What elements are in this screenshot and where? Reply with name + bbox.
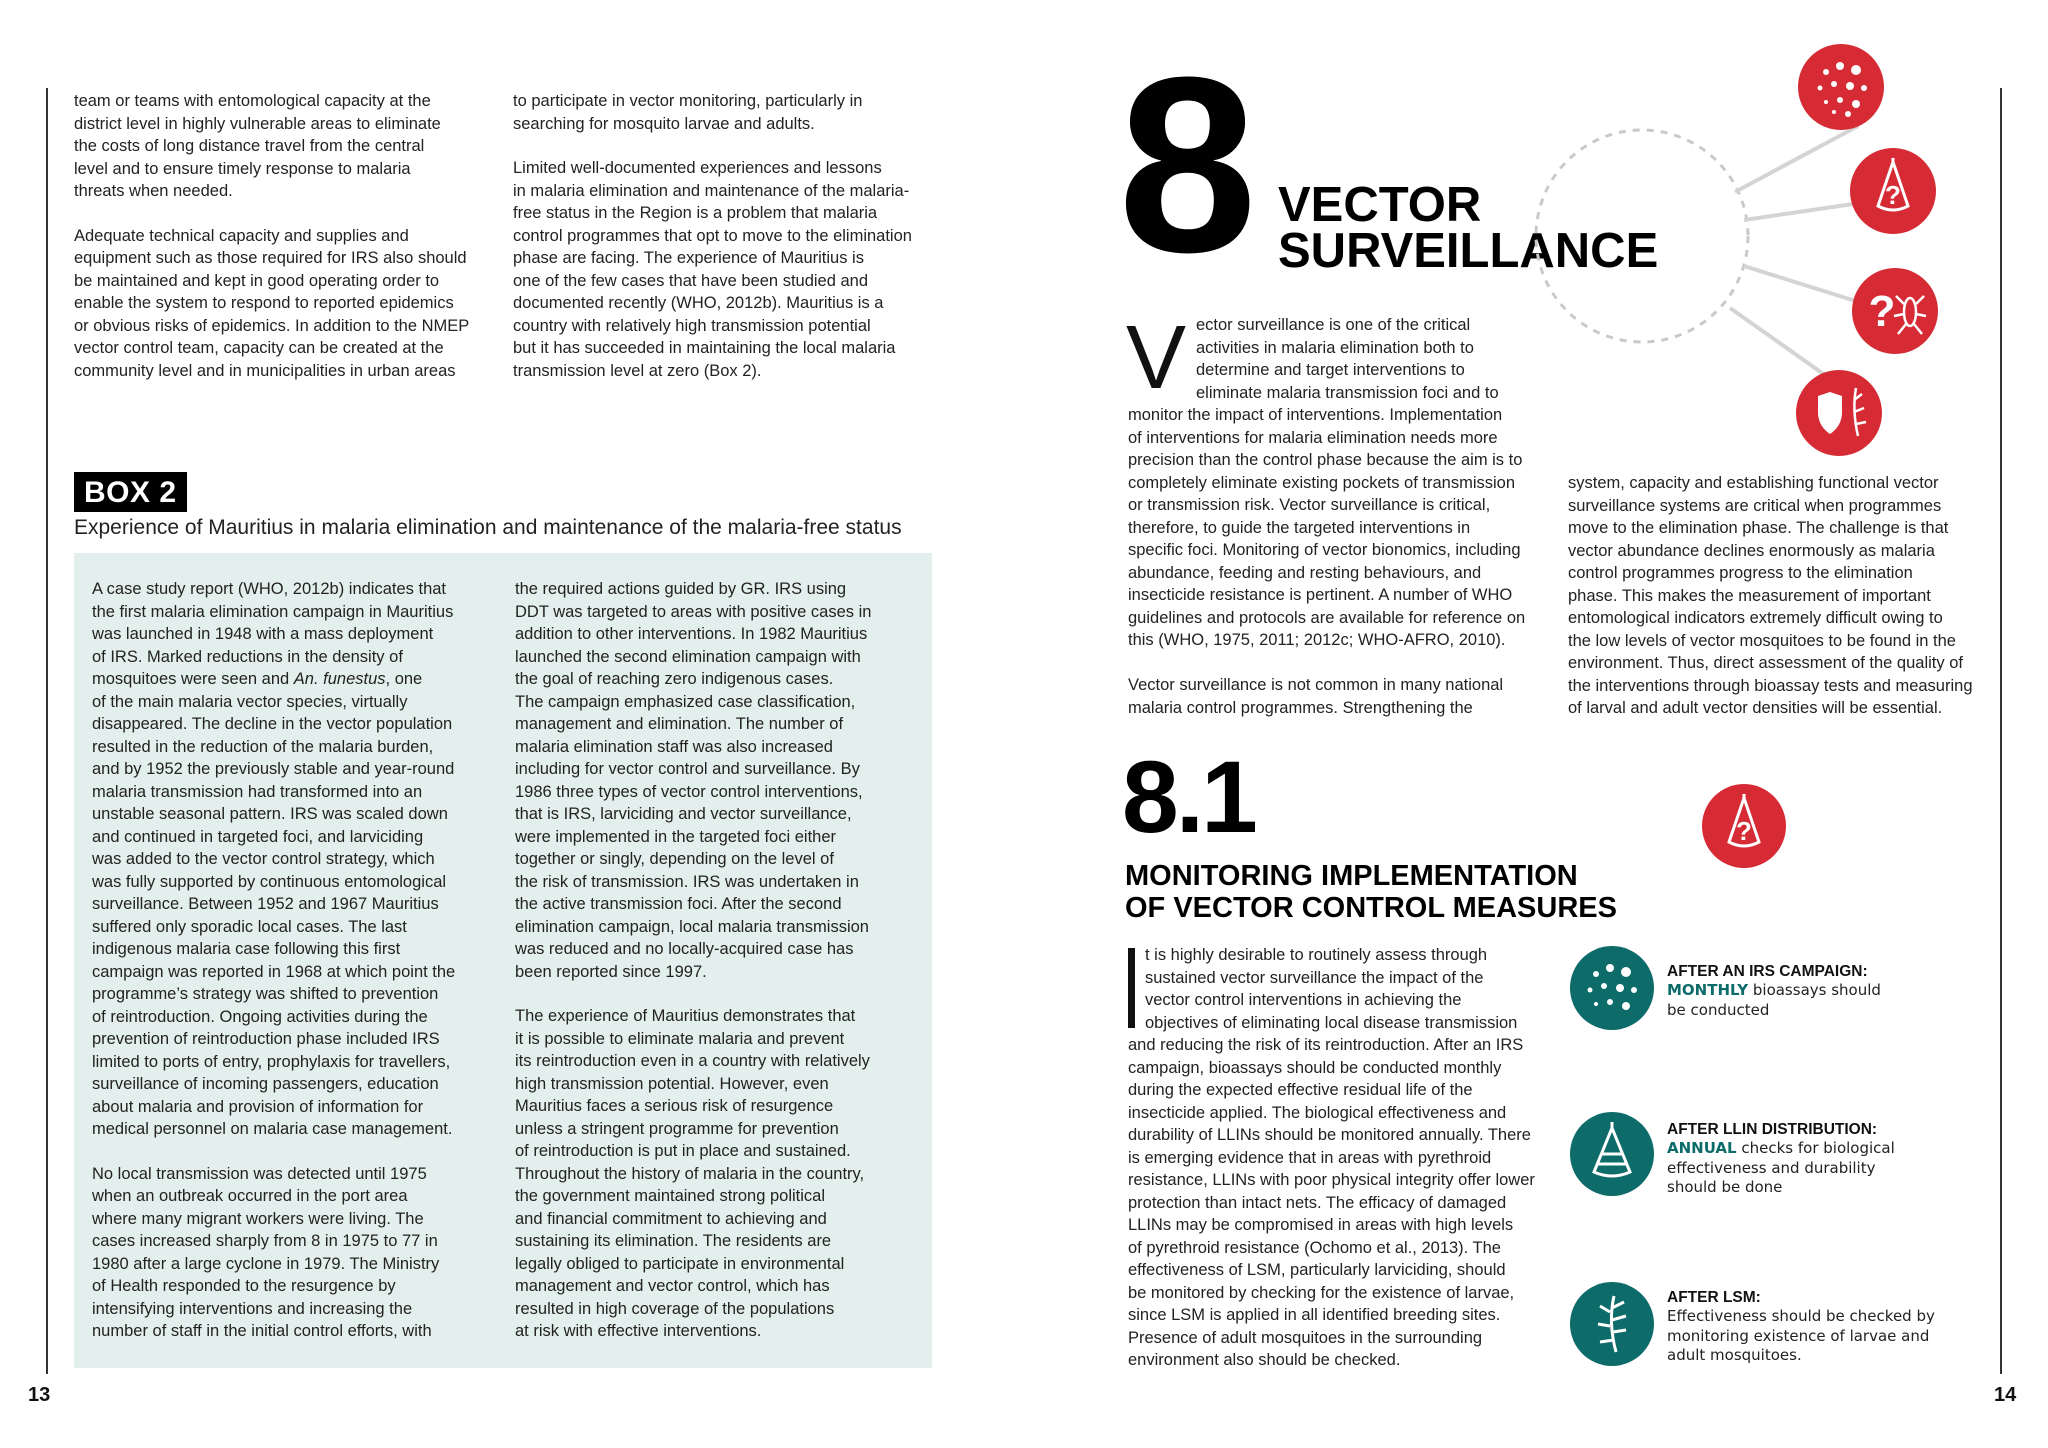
- bednet-icon: [1570, 1112, 1654, 1196]
- right-margin-rule: [2000, 88, 2002, 1374]
- mosquito-question-icon: [1852, 268, 1938, 354]
- box-paragraph: No local transmission was detected until 1975 when an outbreak occurred in the port area where many migrant workers were living. The cases increased sharply from 8 in 1975 to 77 in 1980 after a large cyclone in 1979. The Ministry of Health responded to the resurgence by intensifying interventions and increasing the number of staff in the initial control efforts, with: [92, 1164, 440, 1340]
- callout-accent: ANNUAL: [1667, 1139, 1737, 1157]
- section-text: and reducing the risk of its reintroduction. After an IRS campaign, bioassays should be conducted monthly during the expected effective residual life of the insecticide applied. The biological effectiveness and durability of LLINs should be monitored annually. There is emerging evidence that in areas with pyrethroid resistance, LLINs with poor physical integrity offer lower protection than intact nets. The efficacy of damaged LLINs may be compromised in areas with high levels of pyrethroid resistance (Ochomo et al., 2013). The effectiveness of LSM, particularly larviciding, should be monitored by checking for the existence of larvae, since LSM is applied in all identified breeding sites. Presence of adult mosquitoes in the surrounding environment also should be checked.: [1128, 1036, 1535, 1369]
- paragraph: Adequate technical capacity and supplies and equipment such as those required for IRS also should be maintained and kept in good operating order to enable the system to respond to reported epidemics or obvious risks of epidemics. In addition to the NMEP vector control team, capacity can be created at the community level and in municipalities in urban areas: [74, 226, 470, 380]
- chapter-title: VECTOR SURVEILLANCE: [1278, 178, 1659, 278]
- page-number-right: 14: [1994, 1384, 2017, 1406]
- callout-title: AFTER LSM:: [1667, 1289, 1761, 1306]
- callout-irs: [1667, 962, 1997, 1020]
- intro-wrapped-text: ector surveillance is one of the critical activities in malaria elimination both to determine and target interventions to eliminate malaria transmission foci and to: [1196, 316, 1499, 402]
- section-title: MONITORING IMPLEMENTATION OF VECTOR CONTROL MEASURES: [1125, 860, 1617, 924]
- spray-dots-icon: [1798, 44, 1884, 130]
- callout-text: bioassays should be conducted: [1667, 981, 1881, 1019]
- callout-text: checks for biological effectiveness and durability should be done: [1667, 1139, 1895, 1196]
- box-paragraph: the required actions guided by GR. IRS using DDT was targeted to areas with positive cases in addition to other interventions. In 1982 Mauritius launched the second elimination campaign with the goal of reaching zero indigenous cases. The campaign emphasized case classification, management and elimination. The number of malaria elimination staff was also increased including for vector control and surveillance. By 1986 three types of vector control interventions, that is IRS, larviciding and vector surveillance, were implemented in the targeted foci either together or singly, depending on the level of the risk of transmission. IRS was undertaken in the active transmission foci. After the second elimination campaign, local malaria transmission was reduced and no locally-acquired case has been reported since 1997.: [515, 580, 872, 981]
- svg-text:?: ?: [1868, 287, 1896, 336]
- species-name: An. funestus: [293, 670, 386, 688]
- left-column-1: [74, 90, 494, 404]
- box-panel: [74, 553, 932, 1368]
- left-column-2: [513, 90, 943, 404]
- section-number: 8.1: [1122, 740, 1255, 854]
- callout-lsm: [1667, 1288, 1997, 1366]
- connector-line: [1744, 203, 1860, 220]
- dropcap: V: [1126, 308, 1187, 408]
- box-subtitle: Experience of Mauritius in malaria elimination and maintenance of the malaria-free status: [74, 516, 902, 539]
- connector-line: [1735, 126, 1858, 192]
- page-number-left: 13: [28, 1384, 51, 1406]
- callout-accent: MONTHLY: [1667, 981, 1749, 999]
- spray-dots-icon: [1570, 946, 1654, 1030]
- callout-body: [1667, 981, 1997, 1020]
- text-run: , one of the main malaria vector species, virtually disappeared. The decline in the vector population resulted in the reduction of the malaria burden, and by 1952 the previously stable and year-round malaria transmission had transformed into an unstable seasonal pattern. IRS was scaled down and continued in targeted foci, and larviciding was added to the vector control strategy, which was fully supported by continuous entomological surveillance. Between 1952 and 1967 Mauritius suffered only sporadic local cases. The last indigenous malaria case following this first campaign was reported in 1968 at which point the programme’s strategy was shifted to prevention of reintroduction. Ongoing activities during the prevention of reintroduction phase included IRS limited to ports of entry, prophylaxis for travellers, surveillance of incoming passengers, education about malaria and provision of information for medical personnel on malaria case management.: [92, 670, 456, 1138]
- callout-llin: [1667, 1120, 1997, 1198]
- right-column-text: system, capacity and establishing functional vector surveillance systems are critical when programmes move to the elimination phase. The challenge is that vector abundance declines enormously as malaria control programmes progress to the elimination phase. This makes the measurement of important entomological indicators extremely difficult owing to the low levels of vector mosquitoes to be found in the environment. Thus, direct assessment of the quality of the interventions through bioassay tests and measuring of larval and adult vector densities will be essential.: [1568, 474, 1973, 717]
- connector-line: [1744, 266, 1862, 303]
- section-wrapped-text: t is highly desirable to routinely assess through sustained vector surveillance the impact of the vector control interventions in achieving the objectives of eliminating local disease transmission: [1145, 946, 1518, 1032]
- dashed-circle: [1536, 130, 1748, 342]
- text-run: A case study report (WHO, 2012b) indicates that the first malaria elimination campaign in Mauritius was launched in 1948 with a mass deployment of IRS. Marked reductions in the density of mosquitoes were seen and: [92, 580, 454, 688]
- callout-title: AFTER LLIN DISTRIBUTION:: [1667, 1121, 1878, 1138]
- paragraph: Limited well-documented experiences and lessons in malaria elimination and maintenance of the malaria- free status in the Region is a problem that malaria control programmes that opt to move to the elimination phase are facing. The experience of Mauritius is one of the few cases that have been studied and documented recently (WHO, 2012b). Mauritius is a country with relatively high transmission potential but it has succeeded in maintaining the local malaria transmission level at zero (Box 2).: [513, 159, 912, 380]
- svg-text:?: ?: [1736, 816, 1752, 846]
- larva-icon: [1570, 1282, 1654, 1366]
- dropcap-bar: [1128, 948, 1135, 1028]
- left-margin-rule: [46, 88, 48, 1374]
- chapter-number: 8: [1118, 25, 1252, 304]
- callout-title: AFTER AN IRS CAMPAIGN:: [1667, 963, 1868, 980]
- box-column-2: [515, 578, 925, 1365]
- box-paragraph: [92, 578, 492, 1141]
- intro-paragraph-2: Vector surveillance is not common in many national malaria control programmes. Strengthening the: [1128, 676, 1504, 717]
- paragraph: to participate in vector monitoring, particularly in searching for mosquito larvae and adults.: [513, 92, 863, 133]
- shield-larva-icon: [1796, 370, 1882, 456]
- bednet-question-icon: [1702, 784, 1786, 868]
- callout-body: [1667, 1139, 1997, 1198]
- paragraph: team or teams with entomological capacity at the district level in highly vulnerable areas to eliminate the costs of long distance travel from the central level and to ensure timely response to malaria threats when needed.: [74, 92, 441, 200]
- box-paragraph: The experience of Mauritius demonstrates that it is possible to eliminate malaria and prevent its reintroduction even in a country with relatively high transmission potential. However, even Mauritius faces a serious risk of resurgence unless a stringent programme for prevention of reintroduction is put in place and sustained. Throughout the history of malaria in the country, the government maintained strong political and financial commitment to achieving and sustaining its elimination. The residents are legally obliged to participate in environmental management and vector control, which has resulted in high coverage of the populations at risk with effective interventions.: [515, 1007, 870, 1340]
- box-tag: BOX 2: [74, 472, 187, 512]
- box-column-1: [92, 578, 492, 1365]
- bednet-question-icon: [1850, 148, 1936, 234]
- callout-body: Effectiveness should be checked by monitoring existence of larvae and adult mosquitoes.: [1667, 1307, 1935, 1364]
- svg-text:?: ?: [1885, 180, 1901, 210]
- intro-text: monitor the impact of interventions. Implementation of interventions for malaria elimination needs more precision than the control phase because the aim is to completely eliminate existing pockets of transmission or transmission risk. Vector surveillance is critical, therefore, to guide the targeted interventions in specific foci. Monitoring of vector bionomics, including abundance, feeding and resting behaviours, and insecticide resistance is pertinent. A number of WHO guidelines and protocols are available for reference on this (WHO, 1975, 2011; 2012c; WHO-AFRO, 2010).: [1128, 406, 1526, 649]
